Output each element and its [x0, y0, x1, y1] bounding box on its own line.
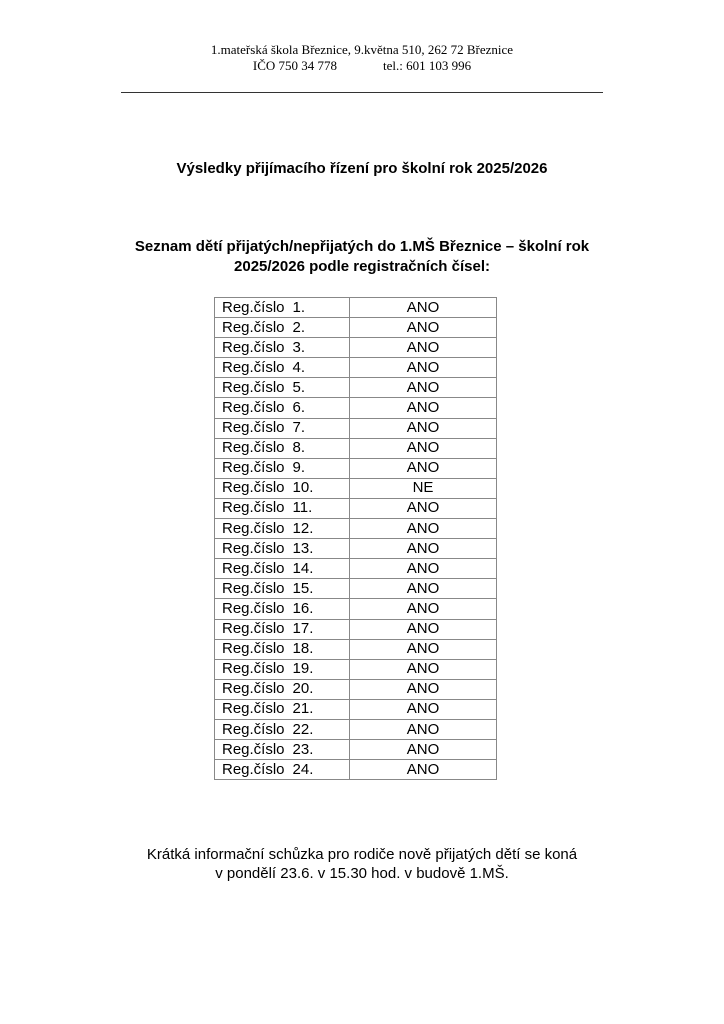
- table-row: [215, 619, 497, 639]
- table-row: [215, 519, 497, 539]
- registration-cell: [215, 378, 350, 398]
- registration-number: 22.: [292, 720, 314, 738]
- meeting-notice-line-1: Krátká informační schůzka pro rodiče nově přijatých dětí se koná: [146, 846, 578, 863]
- registration-label: Reg.číslo: [222, 318, 285, 336]
- table-row: [215, 719, 497, 739]
- registration-number: 20.: [292, 680, 314, 698]
- admission-result: ANO: [350, 398, 497, 418]
- admission-result: ANO: [350, 519, 497, 539]
- registration-cell: [215, 438, 350, 458]
- registration-label: Reg.číslo: [222, 399, 285, 417]
- admission-result: ANO: [350, 438, 497, 458]
- admission-result: ANO: [350, 458, 497, 478]
- registration-label: Reg.číslo: [222, 439, 285, 457]
- registration-number: 24.: [292, 760, 314, 778]
- registration-cell: [215, 740, 350, 760]
- registration-label: Reg.číslo: [222, 298, 285, 316]
- admission-result: ANO: [350, 719, 497, 739]
- admission-result: ANO: [350, 760, 497, 780]
- registration-number: 13.: [292, 539, 314, 557]
- registration-cell: [215, 760, 350, 780]
- registration-label: Reg.číslo: [222, 419, 285, 437]
- registration-cell: [215, 639, 350, 659]
- registration-number: 21.: [292, 700, 314, 718]
- registration-number: 2.: [292, 318, 306, 336]
- company-id: IČO 750 34 778: [252, 58, 338, 73]
- registration-label: Reg.číslo: [222, 720, 285, 738]
- admission-result: ANO: [350, 579, 497, 599]
- table-row: [215, 639, 497, 659]
- table-row: [215, 418, 497, 438]
- admission-result: ANO: [350, 498, 497, 518]
- admission-result: ANO: [350, 599, 497, 619]
- registration-cell: [215, 478, 350, 498]
- registration-cell: [215, 418, 350, 438]
- admission-result: NE: [350, 478, 497, 498]
- table-row: [215, 358, 497, 378]
- registration-cell: [215, 498, 350, 518]
- registration-number: 14.: [292, 559, 314, 577]
- table-row: [215, 378, 497, 398]
- registration-label: Reg.číslo: [222, 760, 285, 778]
- table-row: [215, 579, 497, 599]
- registration-cell: [215, 559, 350, 579]
- admission-result: ANO: [350, 298, 497, 318]
- registration-label: Reg.číslo: [222, 358, 285, 376]
- registration-number: 6.: [292, 399, 306, 417]
- registration-number: 10.: [292, 479, 314, 497]
- table-row: [215, 398, 497, 418]
- registration-label: Reg.číslo: [222, 519, 285, 537]
- meeting-notice-line-2: v pondělí 23.6. v 15.30 hod. v budově 1.MŠ.: [215, 865, 509, 882]
- admission-result: ANO: [350, 699, 497, 719]
- registration-number: 19.: [292, 660, 314, 678]
- admission-result: ANO: [350, 659, 497, 679]
- registration-number: 11.: [292, 499, 313, 517]
- registration-label: Reg.číslo: [222, 700, 285, 718]
- registration-label: Reg.číslo: [222, 740, 285, 758]
- table-row: [215, 338, 497, 358]
- registration-number: 5.: [292, 378, 306, 396]
- registration-number: 16.: [292, 599, 314, 617]
- registration-number: 9.: [292, 459, 306, 477]
- registration-label: Reg.číslo: [222, 559, 285, 577]
- registration-label: Reg.číslo: [222, 620, 285, 638]
- registration-label: Reg.číslo: [222, 459, 285, 477]
- table-row: [215, 498, 497, 518]
- registration-cell: [215, 699, 350, 719]
- registration-number: 3.: [292, 338, 306, 356]
- registration-label: Reg.číslo: [222, 660, 285, 678]
- registration-label: Reg.číslo: [222, 640, 285, 658]
- admission-result: ANO: [350, 378, 497, 398]
- admission-result: ANO: [350, 418, 497, 438]
- admission-result: ANO: [350, 740, 497, 760]
- list-heading-line-1: Seznam dětí přijatých/nepřijatých do 1.MŠ Březnice – školní rok: [134, 238, 590, 255]
- registration-cell: [215, 398, 350, 418]
- admission-result: ANO: [350, 639, 497, 659]
- registration-number: 17.: [292, 620, 314, 638]
- admission-result: ANO: [350, 539, 497, 559]
- letterhead: [0, 42, 724, 74]
- table-row: [215, 679, 497, 699]
- registration-cell: [215, 579, 350, 599]
- list-heading: [0, 237, 724, 277]
- admission-result: ANO: [350, 338, 497, 358]
- registration-cell: [215, 619, 350, 639]
- registration-number: 23.: [292, 740, 314, 758]
- table-row: [215, 539, 497, 559]
- table-row: [215, 438, 497, 458]
- registration-cell: [215, 599, 350, 619]
- table-row: [215, 478, 497, 498]
- admission-result: ANO: [350, 358, 497, 378]
- contact-line: [0, 58, 724, 74]
- list-heading-line-2: 2025/2026 podle registračních čísel:: [234, 258, 490, 275]
- registration-label: Reg.číslo: [222, 499, 285, 517]
- registration-number: 8.: [292, 439, 306, 457]
- registration-label: Reg.číslo: [222, 599, 285, 617]
- registration-cell: [215, 338, 350, 358]
- registration-number: 12.: [292, 519, 314, 537]
- admission-result: ANO: [350, 559, 497, 579]
- admission-results-table: [214, 297, 497, 780]
- registration-label: Reg.číslo: [222, 479, 285, 497]
- registration-cell: [215, 679, 350, 699]
- admission-result: ANO: [350, 619, 497, 639]
- phone-number: tel.: 601 103 996: [383, 58, 472, 73]
- document-title: Výsledky přijímacího řízení pro školní rok 2025/2026: [176, 160, 548, 177]
- table-row: [215, 740, 497, 760]
- registration-cell: [215, 358, 350, 378]
- registration-label: Reg.číslo: [222, 579, 285, 597]
- registration-cell: [215, 458, 350, 478]
- table-row: [215, 760, 497, 780]
- registration-label: Reg.číslo: [222, 338, 285, 356]
- table-row: [215, 559, 497, 579]
- table-row: [215, 659, 497, 679]
- registration-number: 1.: [292, 298, 306, 316]
- registration-number: 4.: [292, 358, 306, 376]
- registration-number: 15.: [292, 579, 314, 597]
- registration-cell: [215, 719, 350, 739]
- registration-cell: [215, 298, 350, 318]
- meeting-notice: [0, 845, 724, 883]
- results-table-body: [215, 298, 497, 780]
- table-row: [215, 458, 497, 478]
- registration-label: Reg.číslo: [222, 378, 285, 396]
- table-row: [215, 599, 497, 619]
- registration-label: Reg.číslo: [222, 680, 285, 698]
- registration-cell: [215, 659, 350, 679]
- registration-cell: [215, 539, 350, 559]
- school-address: 1.mateřská škola Březnice, 9.května 510, 262 72 Březnice: [210, 42, 514, 57]
- registration-cell: [215, 318, 350, 338]
- admission-result: ANO: [350, 679, 497, 699]
- registration-number: 18.: [292, 640, 314, 658]
- header-divider: [121, 92, 603, 93]
- table-row: [215, 318, 497, 338]
- admission-result: ANO: [350, 318, 497, 338]
- registration-number: 7.: [292, 419, 306, 437]
- table-row: [215, 699, 497, 719]
- registration-cell: [215, 519, 350, 539]
- table-row: [215, 298, 497, 318]
- registration-label: Reg.číslo: [222, 539, 285, 557]
